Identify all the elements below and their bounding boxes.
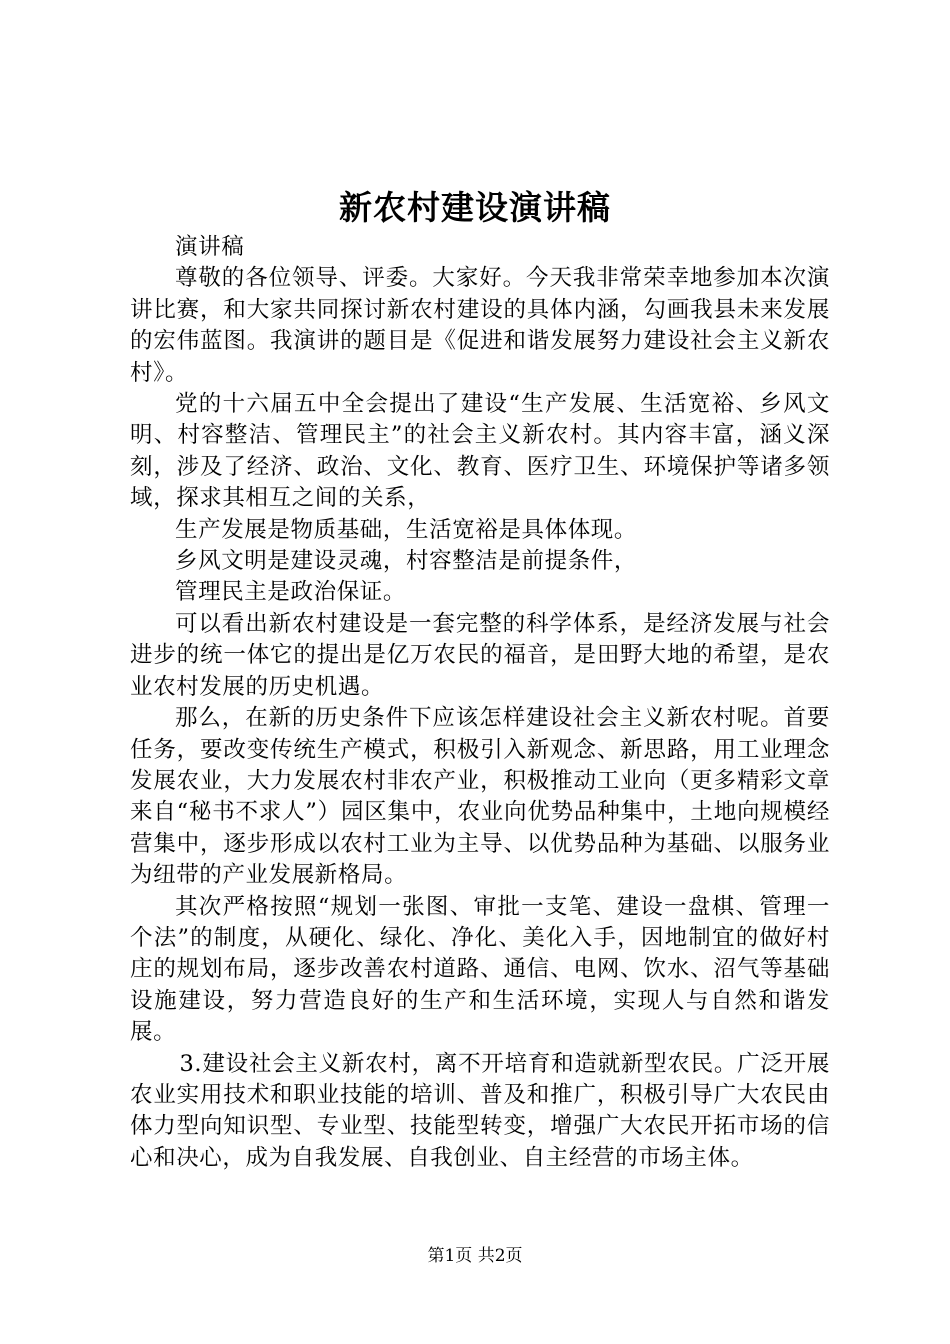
paragraph: 生产发展是物质基础，生活宽裕是具体体现。 [175, 516, 638, 543]
paragraph: 尊敬的各位领导、评委。大家好。今天我非常荣幸地参加本次演讲比赛，和大家共同探讨新农村建设的具体内涵，勾画我县未来发展的宏伟蓝图。我演讲的题目是《促进和谐发展努力建设社会主义新农村》。 [130, 265, 830, 386]
paragraph: 可以看出新农村建设是一套完整的科学体系，是经济发展与社会进步的统一体它的提出是亿万农民的福音，是田野大地的希望，是农业农村发展的历史机遇。 [130, 610, 830, 700]
paragraph: 其次严格按照“规划一张图、审批一支笔、建设一盘棋、管理一个法”的制度，从硬化、绿化、净化、美化入手，因地制宜的做好村庄的规划布局，逐步改善农村道路、通信、电网、饮水、沼气等基础设施建设，努力营造良好的生产和生活环境，实现人与自然和谐发展。 [130, 893, 830, 1046]
paragraph: 3.建设社会主义新农村，离不开培育和造就新型农民。广泛开展农业实用技术和职业技能的培训、普及和推广，积极引导广大农民由体力型向知识型、专业型、技能型转变，增强广大农民开拓市场的信心和决心，成为自我发展、自我创业、自主经营的市场主体。 [130, 1050, 830, 1171]
paragraph: 演讲稿 [175, 234, 245, 260]
page-footer: 第1页 共2页 [427, 1246, 523, 1266]
paragraph: 管理民主是政治保证。 [175, 579, 407, 606]
paragraph: 那么，在新的历史条件下应该怎样建设社会主义新农村呢。首要任务，要改变传统生产模式，积极引入新观念、新思路，用工业理念发展农业，大力发展农村非农产业，积极推动工业向（更多精彩文章来自“秘书不求人”）园区集中，农业向优势品种集中，土地向规模经营集中，逐步形成以农村工业为主导、以优势品种为基础、以服务业为纽带的产业发展新格局。 [130, 705, 830, 889]
document-title: 新农村建设演讲稿 [339, 188, 611, 227]
document-body [130, 232, 830, 1174]
paragraph: 党的十六届五中全会提出了建设“生产发展、生活宽裕、乡风文明、村容整洁、管理民主”的社会主义新农村。其内容丰富，涵义深刻，涉及了经济、政治、文化、教育、医疗卫生、环境保护等诸多领域，探求其相互之间的关系， [130, 391, 830, 512]
paragraph: 乡风文明是建设灵魂，村容整洁是前提条件， [175, 548, 638, 575]
